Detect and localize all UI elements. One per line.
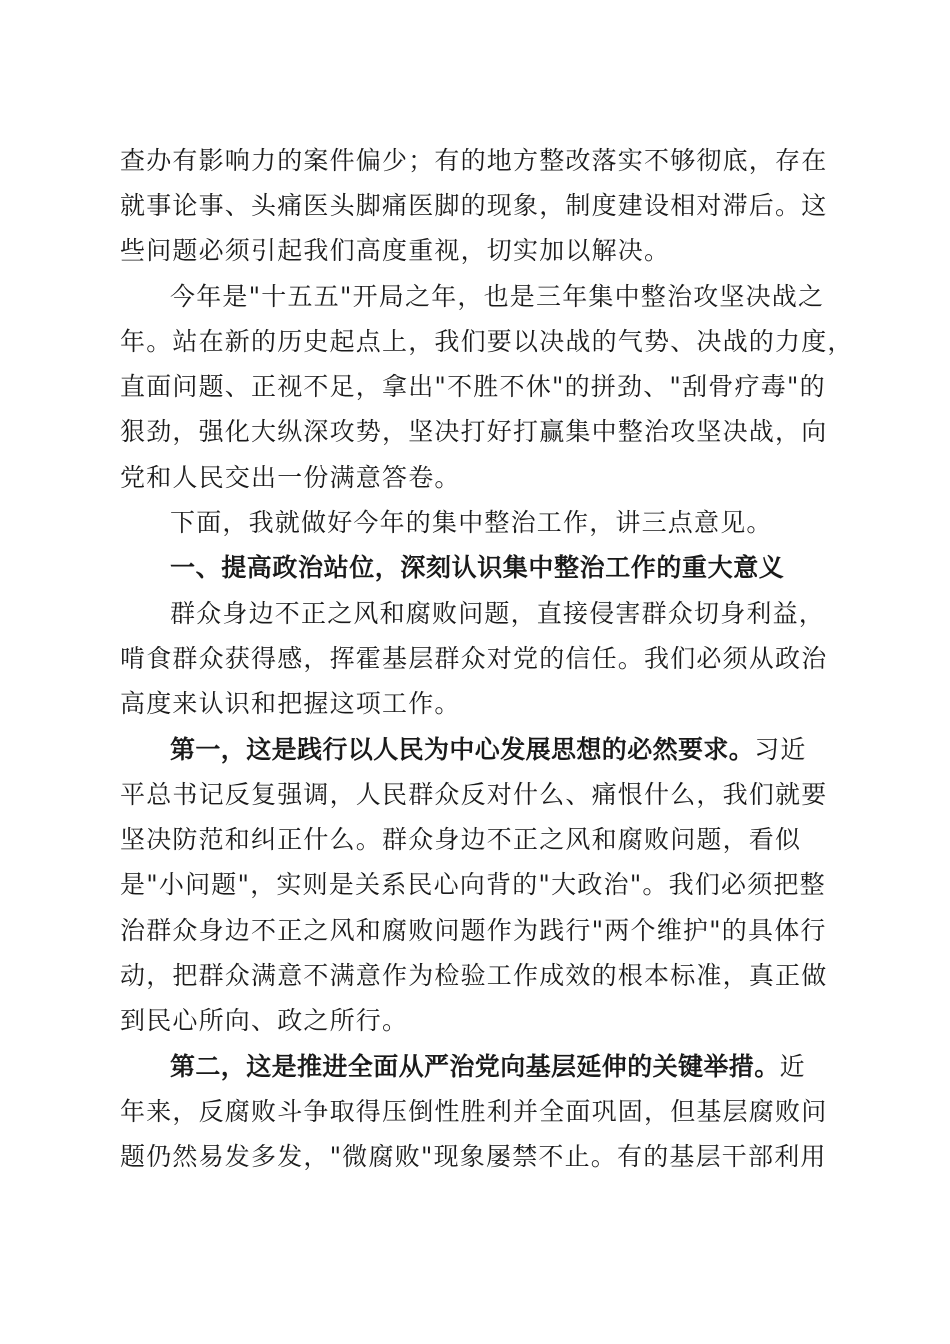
- paragraph-line: 查办有影响力的案件偏少；有的地方整改落实不够彻底，存在: [120, 146, 828, 175]
- paragraph-line: 年。站在新的历史起点上，我们要以决战的气势、决战的力度，: [120, 327, 854, 356]
- paragraph-text: 习近: [754, 735, 807, 764]
- paragraph-line: 年来，反腐败斗争取得压倒性胜利并全面巩固，但基层腐败问: [120, 1097, 828, 1126]
- paragraph-line: 群众身边不正之风和腐败问题，直接侵害群众切身利益，: [170, 599, 826, 628]
- paragraph-line: 高度来认识和把握这项工作。: [120, 689, 461, 718]
- paragraph-line: 题仍然易发多发，"微腐败"现象屡禁不止。有的基层干部利用: [120, 1142, 827, 1171]
- paragraph-line: [170, 727, 840, 773]
- paragraph-line: 治群众身边不正之风和腐败问题作为践行"两个维护"的具体行: [120, 916, 827, 945]
- section-heading: 一、提高政治站位，深刻认识集中整治工作的重大意义: [170, 553, 785, 582]
- paragraph-text: 近: [779, 1052, 806, 1081]
- paragraph-line: 动，把群众满意不满意作为检验工作成效的根本标准，真正做: [120, 961, 828, 990]
- paragraph-line: 些问题必须引起我们高度重视，切实加以解决。: [120, 236, 671, 265]
- paragraph-line: 下面，我就做好今年的集中整治工作，讲三点意见。: [170, 508, 773, 537]
- paragraph-line: 直面问题、正视不足，拿出"不胜不休"的拼劲、"刮骨疗毒"的: [120, 372, 826, 401]
- paragraph-line: 啃食群众获得感，挥霍基层群众对党的信任。我们必须从政治: [120, 644, 828, 673]
- paragraph-line: [170, 1044, 840, 1090]
- paragraph-line: 就事论事、头痛医头脚痛医脚的现象，制度建设相对滞后。这: [120, 191, 828, 220]
- paragraph-line: 到民心所向、政之所行。: [120, 1006, 409, 1035]
- paragraph-line: 狠劲，强化大纵深攻势，坚决打好打赢集中整治攻坚决战，向: [120, 417, 828, 446]
- paragraph-line: 是"小问题"，实则是关系民心向背的"大政治"。我们必须把整: [120, 870, 826, 899]
- paragraph-line: 今年是"十五五"开局之年，也是三年集中整治攻坚决战之: [170, 282, 825, 311]
- paragraph-line: 平总书记反复强调，人民群众反对什么、痛恨什么，我们就要: [120, 780, 828, 809]
- paragraph-line: 党和人民交出一份满意答卷。: [120, 463, 461, 492]
- paragraph-line: 坚决防范和纠正什么。群众身边不正之风和腐败问题，看似: [120, 825, 802, 854]
- lead-sentence: 第一，这是践行以人民为中心发展思想的必然要求。: [170, 735, 755, 764]
- lead-sentence: 第二，这是推进全面从严治党向基层延伸的关键举措。: [170, 1052, 780, 1081]
